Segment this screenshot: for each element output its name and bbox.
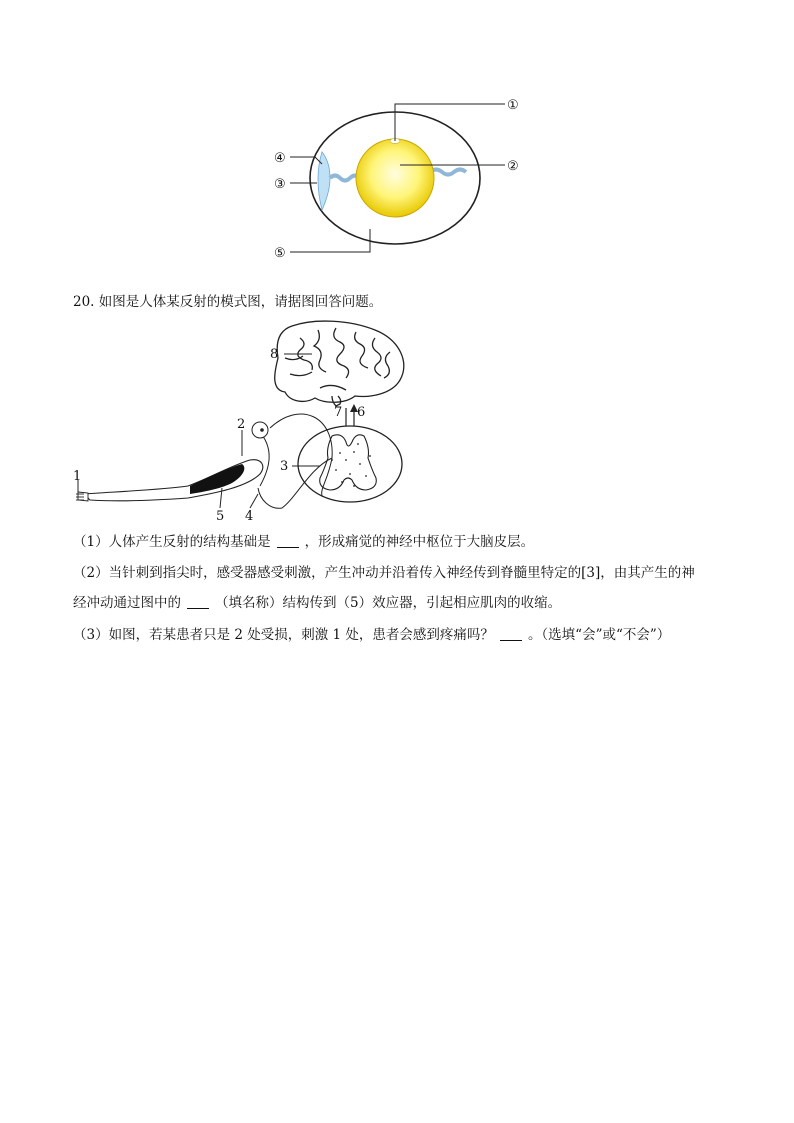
label-n3: 3 — [280, 459, 289, 474]
label-n8: 8 — [270, 347, 279, 362]
label-n6: 6 — [357, 405, 366, 420]
label-1: ① — [507, 98, 519, 113]
question-20-title: 20. 如图是人体某反射的模式图，请据图回答问题。 — [73, 294, 383, 310]
question-20-part-2-line-2 — [73, 593, 561, 613]
label-n4: 4 — [245, 509, 254, 523]
answer-blank-1[interactable] — [277, 533, 299, 548]
yolk — [356, 139, 434, 217]
ganglion — [252, 422, 268, 438]
label-3: ③ — [274, 177, 286, 192]
answer-blank-3[interactable] — [500, 626, 522, 641]
q2-text-b: （填名称）结构传到（5）效应器，引起相应肌肉的收缩。 — [215, 595, 562, 611]
label-n1: 1 — [73, 469, 82, 484]
q1-text-b: ，形成痛觉的神经中枢位于大脑皮层。 — [304, 534, 535, 550]
question-20-part-2-line-1: （2）当针刺到指尖时，感受器感受刺激，产生冲动并沿着传入神经传到脊髓里特定的[3]，由其产生的神 — [73, 565, 695, 581]
ganglion-cell — [260, 428, 264, 432]
brain — [275, 321, 404, 406]
q2-text-a: 经冲动通过图中的 — [73, 595, 181, 611]
q3-text-b: 。（选填“会”或“不会”） — [527, 627, 671, 643]
q3-text-a: （3）如图，若某患者只是 2 处受损，刺激 1 处，患者会感到疼痛吗？ — [73, 627, 494, 643]
reflex-arc-diagram — [70, 318, 410, 523]
question-20-part-3 — [73, 625, 670, 645]
label-n5: 5 — [216, 509, 225, 523]
label-5: ⑤ — [274, 246, 286, 261]
label-n2: 2 — [237, 417, 246, 432]
question-20-part-1 — [73, 532, 534, 552]
answer-blank-2[interactable] — [187, 594, 209, 609]
hand — [76, 492, 88, 501]
egg-structure-diagram — [260, 92, 530, 264]
label-n7: 7 — [334, 405, 343, 420]
label-2: ② — [507, 159, 519, 174]
label-4: ④ — [274, 151, 286, 166]
q1-text-a: （1）人体产生反射的结构基础是 — [73, 534, 271, 550]
